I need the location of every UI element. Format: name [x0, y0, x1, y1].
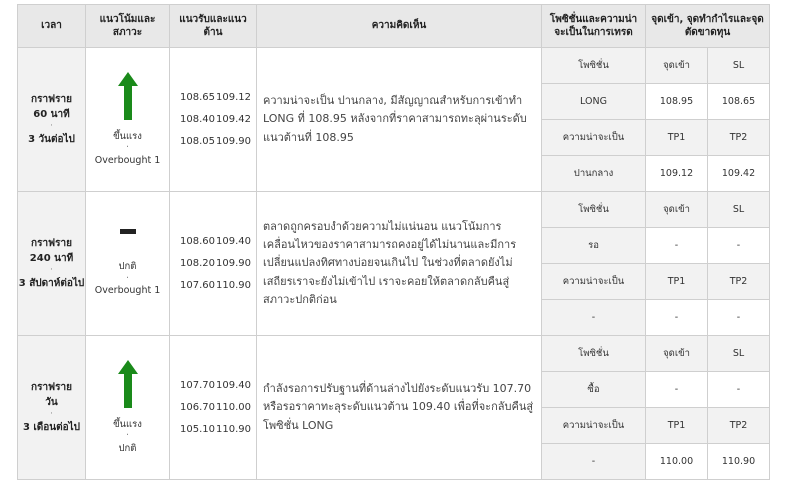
tp1-header: TP1 — [646, 120, 708, 156]
trend-state: ขึ้นแรง — [113, 130, 142, 142]
resistance-value: 109.42 — [216, 113, 251, 125]
resistance-value: 109.12 — [216, 91, 251, 103]
arrow-up-icon — [118, 360, 138, 408]
timeframe-cell — [18, 192, 86, 336]
tp2-value: 110.90 — [708, 444, 770, 480]
entry-header: จุดเข้า — [646, 336, 708, 372]
position-value: LONG — [542, 84, 645, 120]
probability-header: ความน่าจะเป็น — [542, 408, 645, 444]
trend-state: ปกติ — [118, 261, 137, 273]
entry-cell — [646, 192, 770, 336]
timeframe-horizon: 3 สัปดาห์ต่อไป — [18, 277, 85, 289]
timeframe-separator: · — [50, 121, 53, 132]
tp2-header: TP2 — [708, 408, 770, 444]
sl-header: SL — [708, 48, 770, 84]
support-value: 105.10 — [180, 423, 215, 435]
levels-cell — [170, 48, 257, 192]
timeframe-cell — [18, 48, 86, 192]
position-value: รอ — [542, 228, 645, 264]
header-position: โพซิชั่นและความน่าจะเป็นในการเทรด — [542, 5, 646, 48]
position-header: โพซิชั่น — [542, 336, 645, 372]
resistance-value: 109.40 — [216, 379, 251, 391]
tp2-value: 109.42 — [708, 156, 770, 192]
arrow-up-icon — [118, 72, 138, 120]
tp2-header: TP2 — [708, 120, 770, 156]
level-pair — [180, 93, 252, 103]
support-value: 108.65 — [180, 91, 215, 103]
entry-value: - — [646, 228, 708, 264]
timeframe-horizon: 3 วันต่อไป — [28, 133, 75, 145]
level-pair — [180, 425, 252, 435]
level-pair — [180, 137, 252, 147]
resistance-value: 109.90 — [216, 135, 251, 147]
trend-separator: · — [125, 272, 130, 284]
trend-cell — [86, 48, 170, 192]
trend-state: ขึ้นแรง — [113, 418, 142, 430]
level-pair — [180, 115, 252, 125]
header-row — [18, 5, 770, 48]
levels-cell — [170, 192, 257, 336]
table-row — [18, 192, 770, 336]
timeframe-separator: · — [50, 409, 53, 420]
tp1-value: 110.00 — [646, 444, 708, 480]
timeframe-period: 60 นาที — [33, 109, 70, 121]
support-value: 108.40 — [180, 113, 215, 125]
comment-cell: ตลาดถูกครอบงำด้วยความไม่แน่นอน แนวโน้มการเคลื่อนไหวของราคาสามารถคงอยู่ได้ไม่นานและมีการเปลี่ยนแปลงทิศทางบ่อยจนเกินไป ในช่วงที่ตลาดยังไม่เสถียรเราจะยังไม่เข้าไป เราจะคอยให้ตลาดกลับคืนสู่สภาวะปกติก่อน — [257, 192, 542, 336]
position-value: ซื้อ — [542, 372, 645, 408]
forecast-table — [17, 4, 770, 480]
trend-cell — [86, 336, 170, 480]
resistance-value: 110.90 — [216, 423, 251, 435]
tp1-header: TP1 — [646, 264, 708, 300]
resistance-value: 110.00 — [216, 401, 251, 413]
header-levels: แนวรับและแนวต้าน — [170, 5, 257, 48]
resistance-value: 109.90 — [216, 257, 251, 269]
entry-cell — [646, 48, 770, 192]
levels-cell — [170, 336, 257, 480]
sl-value: 108.65 — [708, 84, 770, 120]
entry-cell — [646, 336, 770, 480]
resistance-value: 110.90 — [216, 279, 251, 291]
trend-separator: · — [125, 142, 130, 154]
resistance-value: 109.40 — [216, 235, 251, 247]
timeframe-period: 240 นาที — [29, 253, 74, 265]
tp1-value: 109.12 — [646, 156, 708, 192]
comment-cell: กำลังรอการปรับฐานที่ด้านล่างไปยังระดับแนวรับ 107.70 หรือรอราคาทะลุระดับแนวต้าน 109.40 เพื่อที่จะกลับคืนสู่โพซิชั่น LONG — [257, 336, 542, 480]
level-pair — [180, 381, 252, 391]
support-value: 108.60 — [180, 235, 215, 247]
timeframe-separator: · — [50, 265, 53, 276]
tp1-value: - — [646, 300, 708, 336]
entry-value: 108.95 — [646, 84, 708, 120]
comment-cell: ความน่าจะเป็น ปานกลาง, มีสัญญาณสำหรับการเข้าทำ LONG ที่ 108.95 หลังจากที่ราคาสามารถทะลุผ่านระดับแนวต้านที่ 108.95 — [257, 48, 542, 192]
table-row — [18, 48, 770, 192]
sl-header: SL — [708, 192, 770, 228]
tp2-value: - — [708, 300, 770, 336]
trend-separator: · — [125, 430, 130, 442]
probability-value: ปานกลาง — [542, 156, 645, 192]
position-header: โพซิชั่น — [542, 192, 645, 228]
support-value: 107.60 — [180, 279, 215, 291]
header-entry: จุดเข้า, จุดทำกำไรและจุดตัดขาดทุน — [646, 5, 770, 48]
probability-header: ความน่าจะเป็น — [542, 264, 645, 300]
sl-header: SL — [708, 336, 770, 372]
table-row — [18, 336, 770, 480]
position-cell — [542, 192, 646, 336]
probability-value: - — [542, 300, 645, 336]
timeframe-horizon: 3 เดือนต่อไป — [22, 421, 81, 433]
support-value: 106.70 — [180, 401, 215, 413]
tp1-header: TP1 — [646, 408, 708, 444]
position-cell — [542, 48, 646, 192]
level-pair — [180, 403, 252, 413]
level-pair — [180, 237, 252, 247]
position-cell — [542, 336, 646, 480]
support-value: 108.05 — [180, 135, 215, 147]
support-value: 107.70 — [180, 379, 215, 391]
probability-header: ความน่าจะเป็น — [542, 120, 645, 156]
trend-condition: Overbought 1 — [94, 154, 161, 166]
sl-value: - — [708, 372, 770, 408]
trend-cell — [86, 192, 170, 336]
entry-header: จุดเข้า — [646, 48, 708, 84]
timeframe-label: กราฟราย — [31, 238, 72, 250]
sl-value: - — [708, 228, 770, 264]
trend-condition: Overbought 1 — [94, 285, 161, 297]
timeframe-label: กราฟราย — [31, 382, 72, 394]
header-comment: ความคิดเห็น — [257, 5, 542, 48]
timeframe-label: กราฟราย — [31, 94, 72, 106]
level-pair — [180, 259, 252, 269]
tp2-header: TP2 — [708, 264, 770, 300]
flat-dash-icon — [120, 229, 136, 234]
timeframe-cell — [18, 336, 86, 480]
entry-value: - — [646, 372, 708, 408]
header-trend: แนวโน้มและสภาวะ — [86, 5, 170, 48]
position-header: โพซิชั่น — [542, 48, 645, 84]
timeframe-period: วัน — [45, 397, 58, 409]
probability-value: - — [542, 444, 645, 480]
trend-condition: ปกติ — [118, 442, 137, 454]
entry-header: จุดเข้า — [646, 192, 708, 228]
header-time: เวลา — [18, 5, 86, 48]
support-value: 108.20 — [180, 257, 215, 269]
level-pair — [180, 281, 252, 291]
